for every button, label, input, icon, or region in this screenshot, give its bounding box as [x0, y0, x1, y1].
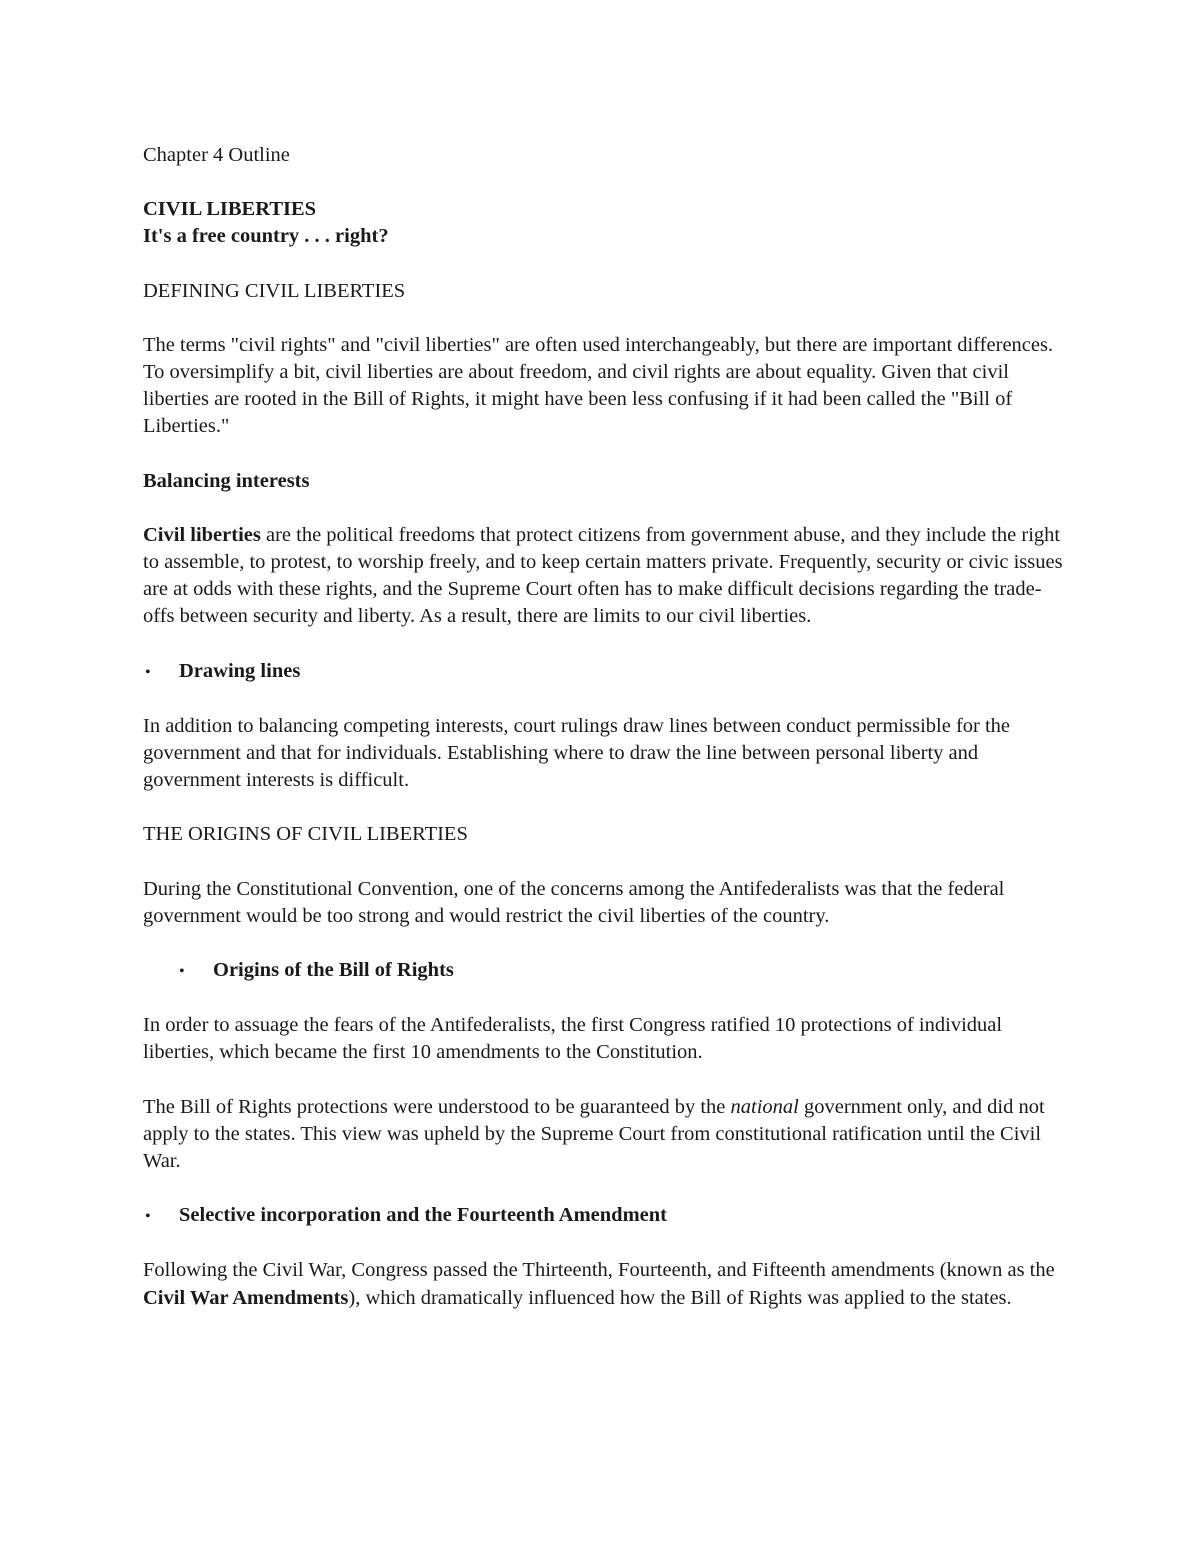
bullet-label-selective-incorporation: Selective incorporation and the Fourteenth Amendment [179, 1204, 667, 1227]
bullet-label-origins-bill-of-rights: Origins of the Bill of Rights [213, 959, 454, 982]
paragraph-civil-war-text-a: Following the Civil War, Congress passed the Thirteenth, Fourteenth, and Fifteenth amendments (known as the [143, 1259, 1055, 1282]
paragraph-constitutional-convention: During the Constitutional Convention, one of the concerns among the Antifederalists was that the federal government would be too strong and would restrict the civil liberties of the country. [143, 877, 1005, 927]
section-heading-defining: DEFINING CIVIL LIBERTIES [143, 279, 406, 302]
bullet-icon: • [145, 1208, 151, 1226]
paragraph-civil-war-text-b: ), which dramatically influenced how the Bill of Rights was applied to the states. [348, 1286, 1012, 1309]
bullet-icon: • [145, 663, 151, 681]
paragraph-first-congress: In order to assuage the fears of the Antifederalists, the first Congress ratified 10 protections of individual liberties, which became the first 10 amendments to the Constitution. [143, 1014, 1003, 1064]
paragraph-civil-war-amendments [143, 1257, 1073, 1311]
subtitle: It's a free country . . . right? [143, 225, 389, 248]
section-heading-origins: THE ORIGINS OF CIVIL LIBERTIES [143, 823, 468, 846]
paragraph-national-text-b: government only, and did not apply to the states. This view was upheld by the Supreme Court from constitutional ratification until the Civil War. [143, 1095, 1045, 1173]
paragraph-civil-liberties-text: are the political freedoms that protect citizens from government abuse, and they include the right to assemble, to protest, to worship freely, and to keep certain matters private. Frequently, security or civic issues are at odds with these rights, and the Supreme Court often has to make difficult decisions regarding the trade-offs between security and liberty. As a result, there are limits to our civil liberties. [143, 523, 1063, 628]
paragraph-drawing-lines: In addition to balancing competing interests, court rulings draw lines between conduct permissible for the government and that for individuals. Establishing where to draw the line between personal liberty and government interests is difficult. [143, 714, 1011, 792]
paragraph-national-government [143, 1094, 1073, 1176]
bullet-label-drawing-lines: Drawing lines [179, 659, 301, 682]
emphasis-national: national [730, 1095, 799, 1118]
bullet-icon: • [179, 963, 185, 981]
main-title: CIVIL LIBERTIES [143, 198, 317, 221]
subheading-balancing-interests: Balancing interests [143, 469, 310, 492]
paragraph-civil-liberties-definition [143, 522, 1073, 631]
paragraph-national-text-a: The Bill of Rights protections were understood to be guaranteed by the [143, 1095, 731, 1118]
bullet-item-selective-incorporation [143, 1202, 1073, 1230]
term-civil-liberties: Civil liberties [143, 523, 261, 546]
paragraph-civil-rights-vs-liberties: The terms "civil rights" and "civil liberties" are often used interchangeably, but there are important differences. To oversimplify a bit, civil liberties are about freedom, and civil rights are about equality. Given that civil liberties are rooted in the Bill of Rights, it might have been less confusing if it had been called the "Bill of Liberties." [143, 333, 1054, 438]
term-civil-war-amendments: Civil War Amendments [143, 1286, 349, 1309]
bullet-item-drawing-lines [143, 658, 1073, 686]
bullet-item-origins-bill-of-rights [143, 957, 1073, 985]
document-body [143, 142, 1073, 1312]
chapter-title: Chapter 4 Outline [143, 144, 290, 166]
